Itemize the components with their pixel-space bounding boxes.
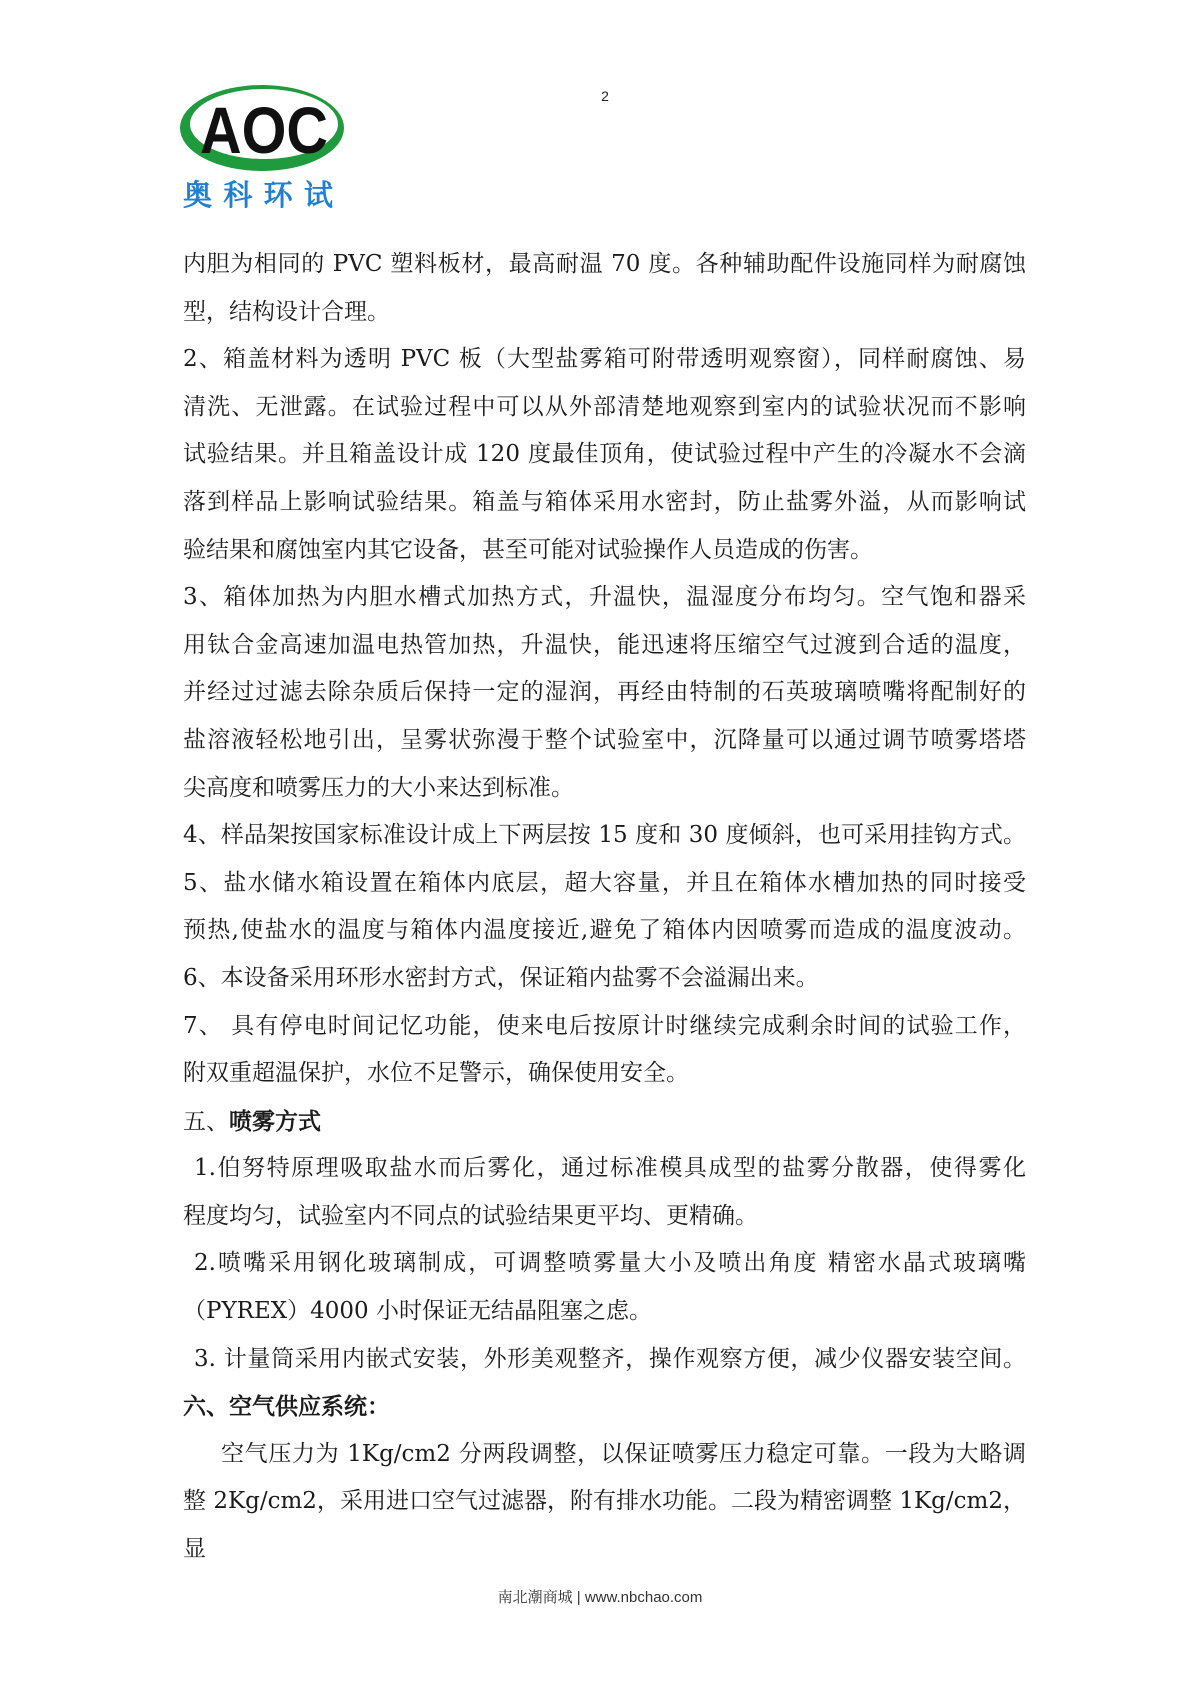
item-2-line: 落到样品上影响试验结果。箱盖与箱体采用水密封，防止盐雾外溢，从而影响试 <box>183 488 1026 515</box>
section-5-number: 五、 <box>183 1108 229 1135</box>
spray-item-2-line: 2.喷嘴采用钢化玻璃制成，可调整喷雾量大小及喷出角度 精密水晶式玻璃嘴 <box>194 1250 1026 1277</box>
item-7-line: 7、 具有停电时间记忆功能，使来电后按原计时继续完成剩余时间的试验工作， <box>183 1012 1026 1039</box>
item-5-line: 预热,使盐水的温度与箱体内温度接近,避免了箱体内因喷雾而造成的温度波动。 <box>183 917 1026 944</box>
document-body <box>183 241 1026 1563</box>
air-supply-line: 空气压力为 1Kg/cm2 分两段调整，以保证喷雾压力稳定可靠。一段为大略调 <box>221 1440 1026 1467</box>
spray-item-2-line: （PYREX）4000 小时保证无结晶阻塞之虑。 <box>183 1298 652 1325</box>
item-3-line: 尖高度和喷雾压力的大小来达到标准。 <box>183 774 574 801</box>
section-6-title: 空气供应系统： <box>229 1393 390 1421</box>
spray-item-1-line: 程度均匀，试验室内不同点的试验结果更平均、更精确。 <box>183 1202 758 1229</box>
page-footer: 南北潮商城 | www.nbchao.com <box>497 1589 703 1606</box>
logo-mark-text: AOC <box>200 93 328 167</box>
item-2-line: 试验结果。并且箱盖设计成 120 度最佳顶角，使试验过程中产生的冷凝水不会滴 <box>183 441 1026 468</box>
item-2-line: 清洗、无泄露。在试验过程中可以从外部清楚地观察到室内的试验状况而不影响 <box>183 393 1026 420</box>
item-7-line: 附双重超温保护，水位不足警示，确保使用安全。 <box>183 1060 689 1087</box>
item-4-line: 4、样品架按国家标准设计成上下两层按 15 度和 30 度倾斜，也可采用挂钩方式。 <box>183 822 1026 849</box>
page-number: 2 <box>601 88 609 104</box>
intro-line: 型，结构设计合理。 <box>183 298 390 325</box>
aoc-logo <box>178 80 350 212</box>
item-2-line: 验结果和腐蚀室内其它设备，甚至可能对试验操作人员造成的伤害。 <box>183 536 873 563</box>
item-3-line: 3、箱体加热为内胆水槽式加热方式，升温快，温湿度分布均匀。空气饱和器采 <box>183 584 1026 611</box>
section-5-heading <box>183 1098 1026 1146</box>
item-3-line: 用钛合金高速加温电热管加热，升温快，能迅速将压缩空气过渡到合适的温度， <box>183 631 1026 658</box>
spray-item-3-line: 3. 计量筒采用内嵌式安装，外形美观整齐，操作观察方便，减少仪器安装空间。 <box>194 1345 1026 1372</box>
section-5-title: 喷雾方式 <box>229 1107 321 1135</box>
item-2-line: 2、箱盖材料为透明 PVC 板（大型盐雾箱可附带透明观察窗），同样耐腐蚀、易 <box>183 346 1026 373</box>
item-6-line: 6、本设备采用环形水密封方式，保证箱内盐雾不会溢漏出来。 <box>183 964 819 991</box>
item-3-line: 盐溶液轻松地引出，呈雾状弥漫于整个试验室中，沉降量可以通过调节喷雾塔塔 <box>183 726 1026 753</box>
intro-line: 内胆为相同的 PVC 塑料板材，最高耐温 70 度。各种辅助配件设施同样为耐腐蚀 <box>183 251 1026 277</box>
item-5-line: 5、盐水储水箱设置在箱体内底层，超大容量，并且在箱体水槽加热的同时接受 <box>183 869 1026 896</box>
logo-name-text: 奥科环试 <box>183 178 333 212</box>
item-3-line: 并经过过滤去除杂质后保持一定的湿润，再经由特制的石英玻璃喷嘴将配制好的 <box>183 679 1026 706</box>
section-6-number: 六、 <box>183 1393 229 1421</box>
spray-item-1-line: 1.伯努特原理吸取盐水而后雾化，通过标准模具成型的盐雾分散器，使得雾化 <box>194 1155 1026 1182</box>
section-6-heading <box>183 1383 1026 1431</box>
air-supply-line: 整 2Kg/cm2，采用进口空气过滤器，附有排水功能。二段为精密调整 1Kg/cm2， 显 <box>183 1488 1026 1563</box>
